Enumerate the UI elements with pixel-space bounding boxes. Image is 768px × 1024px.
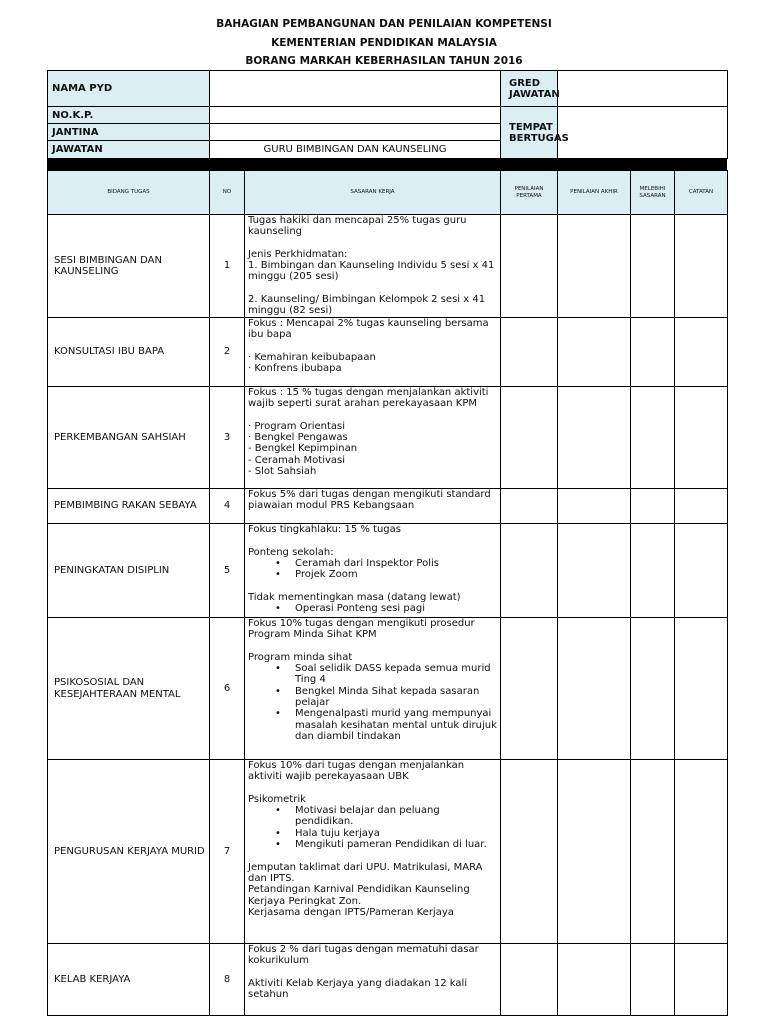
bullet-item: • Projek Zoom: [248, 569, 497, 580]
melebihi-sasaran-field[interactable]: [631, 944, 675, 1016]
target-line: Fokus 10% tugas dengan mengikuti prosedur Program Minda Sihat KPM: [248, 618, 475, 641]
officer-info-table: [47, 70, 728, 159]
row-number: 8: [210, 944, 245, 1016]
nama-pyd-field[interactable]: [210, 71, 501, 107]
spacer: [248, 535, 497, 546]
penilaian-pertama-field[interactable]: [501, 944, 558, 1016]
target-line: Psikometrik: [248, 793, 306, 805]
spacer: [248, 341, 497, 352]
spacer: [248, 783, 497, 794]
jawatan-value: GURU BIMBINGAN DAN KAUNSELING: [210, 141, 501, 159]
row-number: 7: [210, 760, 245, 944]
target-line: Fokus : Mencapai 2% tugas kaunseling bersama ibu bapa: [248, 318, 489, 341]
penilaian-akhir-field[interactable]: [558, 215, 631, 318]
target-table: [47, 170, 728, 1016]
target-line: Fokus tingkahlaku: 15 % tugas: [248, 524, 401, 535]
table-row: [48, 944, 728, 1016]
target-line: Fokus 10% dari tugas dengan menjalankan aktiviti wajib perekayasaan UBK: [248, 760, 465, 783]
catatan-field[interactable]: [675, 944, 728, 1016]
melebihi-sasaran-field[interactable]: [631, 387, 675, 489]
col-penilaian-akhir: PENILAIAN AKHIR: [558, 171, 631, 215]
target-line: Fokus 2 % dari tugas dengan mematuhi dasar kokurikulum: [248, 944, 479, 967]
target-cell: [245, 524, 501, 618]
target-line: Fokus : 15 % tugas dengan menjalankan aktiviti wajib seperti surat arahan perekayasaan KPM: [248, 387, 489, 410]
target-cell: [245, 215, 501, 318]
penilaian-akhir-field[interactable]: [558, 387, 631, 489]
penilaian-pertama-field[interactable]: [501, 318, 558, 387]
catatan-field[interactable]: [675, 524, 728, 618]
row-number: 3: [210, 387, 245, 489]
table-row: [48, 318, 728, 387]
target-line: Jenis Perkhidmatan:: [248, 248, 348, 260]
penilaian-pertama-field[interactable]: [501, 215, 558, 318]
target-line: - Bengkel Kepimpinan: [248, 443, 358, 455]
section-divider-bar: [47, 158, 727, 170]
melebihi-sasaran-field[interactable]: [631, 524, 675, 618]
spacer: [248, 580, 497, 591]
target-line: - Slot Sahsiah: [248, 466, 317, 478]
spacer: [248, 283, 497, 294]
penilaian-akhir-field[interactable]: [558, 944, 631, 1016]
row-number: 5: [210, 524, 245, 618]
target-line: - Ceramah Motivasi: [248, 454, 346, 466]
target-cell: [245, 618, 501, 760]
tempat-bertugas-field[interactable]: [558, 107, 728, 159]
area-cell: PEMBIMBING RAKAN SEBAYA: [48, 489, 210, 524]
row-number: 2: [210, 318, 245, 387]
penilaian-pertama-field[interactable]: [501, 524, 558, 618]
col-catatan: CATATAN: [675, 171, 728, 215]
penilaian-akhir-field[interactable]: [558, 618, 631, 760]
row-number: 1: [210, 215, 245, 318]
melebihi-sasaran-field[interactable]: [631, 318, 675, 387]
area-cell: PSIKOSOSIAL DAN KESEJAHTERAAN MENTAL: [48, 618, 210, 760]
spacer: [248, 238, 497, 249]
bullet-item: • Motivasi belajar dan peluang pendidikan.: [248, 805, 497, 828]
melebihi-sasaran-field[interactable]: [631, 215, 675, 318]
target-cell: [245, 760, 501, 944]
target-cell: [245, 489, 501, 524]
table-row: [48, 524, 728, 618]
target-line: Tidak mementingkan masa (datang lewat): [248, 591, 461, 603]
penilaian-pertama-field[interactable]: [501, 387, 558, 489]
target-line: · Program Orientasi: [248, 420, 346, 432]
table-row: [48, 489, 728, 524]
header-ministry: KEMENTERIAN PENDIDIKAN MALAYSIA: [271, 37, 497, 49]
header-department: BAHAGIAN PEMBANGUNAN DAN PENILAIAN KOMPETENSI: [216, 18, 552, 30]
table-row: [48, 760, 728, 944]
col-sasaran-kerja: SASARAN KERJA: [245, 171, 501, 215]
melebihi-sasaran-field[interactable]: [631, 760, 675, 944]
area-cell: KELAB KERJAYA: [48, 944, 210, 1016]
spacer: [248, 850, 497, 861]
area-cell: PERKEMBANGAN SAHSIAH: [48, 387, 210, 489]
catatan-field[interactable]: [675, 618, 728, 760]
bullet-item: • Ceramah dari Inspektor Polis: [248, 558, 497, 569]
penilaian-akhir-field[interactable]: [558, 524, 631, 618]
target-line: · Konfrens ibubapa: [248, 363, 342, 375]
bullet-item: • Mengenalpasti murid yang mempunyai masalah kesihatan mental untuk dirujuk dan diambil tindakan: [248, 708, 497, 742]
target-cell: [245, 318, 501, 387]
jawatan-label: JAWATAN: [48, 141, 210, 159]
catatan-field[interactable]: [675, 318, 728, 387]
target-line: Program minda sihat: [248, 651, 353, 663]
target-line: · Kemahiran keibubapaan: [248, 351, 376, 363]
penilaian-pertama-field[interactable]: [501, 760, 558, 944]
col-penilaian-pertama: PENILAIAN PERTAMA: [501, 171, 558, 215]
target-line: Kerjasama dengan IPTS/Pameran Kerjaya: [248, 906, 454, 918]
nokp-field[interactable]: [210, 107, 501, 124]
table-row: [48, 215, 728, 318]
col-bidang-tugas: BIDANG TUGAS: [48, 171, 210, 215]
target-line: Ponteng sekolah:: [248, 546, 334, 558]
catatan-field[interactable]: [675, 215, 728, 318]
nokp-label: NO.K.P.: [48, 107, 210, 124]
header-form-title: BORANG MARKAH KEBERHASILAN TAHUN 2016: [245, 55, 523, 67]
bullet-item: • Hala tuju kerjaya: [248, 828, 497, 839]
tempat-bertugas-label: TEMPAT BERTUGAS: [501, 107, 558, 159]
row-number: 4: [210, 489, 245, 524]
jantina-field[interactable]: [210, 124, 501, 141]
table-row: [48, 618, 728, 760]
target-line: · Bengkel Pengawas: [248, 432, 348, 444]
target-cell: [245, 387, 501, 489]
area-cell: KONSULTASI IBU BAPA: [48, 318, 210, 387]
area-cell: PENINGKATAN DISIPLIN: [48, 524, 210, 618]
target-line: Petandingan Karnival Pendidikan Kaunseling Kerjaya Peringkat Zon.: [248, 884, 470, 907]
target-line: Aktiviti Kelab Kerjaya yang diadakan 12 kali setahun: [248, 977, 468, 1001]
catatan-field[interactable]: [675, 760, 728, 944]
catatan-field[interactable]: [675, 387, 728, 489]
gred-jawatan-label: GRED JAWATAN: [501, 71, 558, 107]
penilaian-pertama-field[interactable]: [501, 618, 558, 760]
spacer: [248, 967, 497, 978]
target-line: Fokus 5% dari tugas dengan mengikuti standard piawaian modul PRS Kebangsaan: [248, 489, 491, 512]
col-melebihi-sasaran: MELEBIHI SASARAN: [631, 171, 675, 215]
nama-pyd-label: NAMA PYD: [48, 71, 210, 107]
table-row: [48, 387, 728, 489]
target-line: 2. Kaunseling/ Bimbingan Kelompok 2 sesi x 41 minggu (82 sesi): [248, 294, 486, 317]
area-cell: PENGURUSAN KERJAYA MURID: [48, 760, 210, 944]
penilaian-akhir-field[interactable]: [558, 318, 631, 387]
gred-jawatan-field[interactable]: [558, 71, 728, 107]
bullet-item: • Soal selidik DASS kepada semua murid Ting 4: [248, 663, 497, 686]
spacer: [248, 641, 497, 652]
row-number: 6: [210, 618, 245, 760]
penilaian-akhir-field[interactable]: [558, 489, 631, 524]
melebihi-sasaran-field[interactable]: [631, 489, 675, 524]
area-cell: SESI BIMBINGAN DAN KAUNSELING: [48, 215, 210, 318]
bullet-item: • Bengkel Minda Sihat kepada sasaran pelajar: [248, 686, 497, 709]
jantina-label: JANTINA: [48, 124, 210, 141]
bullet-item: • Operasi Ponteng sesi pagi: [248, 603, 497, 614]
col-no: NO: [210, 171, 245, 215]
spacer: [248, 410, 497, 421]
bullet-item: • Mengikuti pameran Pendidikan di luar.: [248, 839, 497, 850]
target-line: Jemputan taklimat dari UPU. Matrikulasi, MARA dan IPTS.: [248, 861, 483, 884]
melebihi-sasaran-field[interactable]: [631, 618, 675, 760]
catatan-field[interactable]: [675, 489, 728, 524]
penilaian-pertama-field[interactable]: [501, 489, 558, 524]
target-line: 1. Bimbingan dan Kaunseling Individu 5 sesi x 41 minggu (205 sesi): [248, 260, 495, 283]
target-line: Tugas hakiki dan mencapai 25% tugas guru kaunseling: [248, 215, 467, 238]
penilaian-akhir-field[interactable]: [558, 760, 631, 944]
target-cell: [245, 944, 501, 1016]
